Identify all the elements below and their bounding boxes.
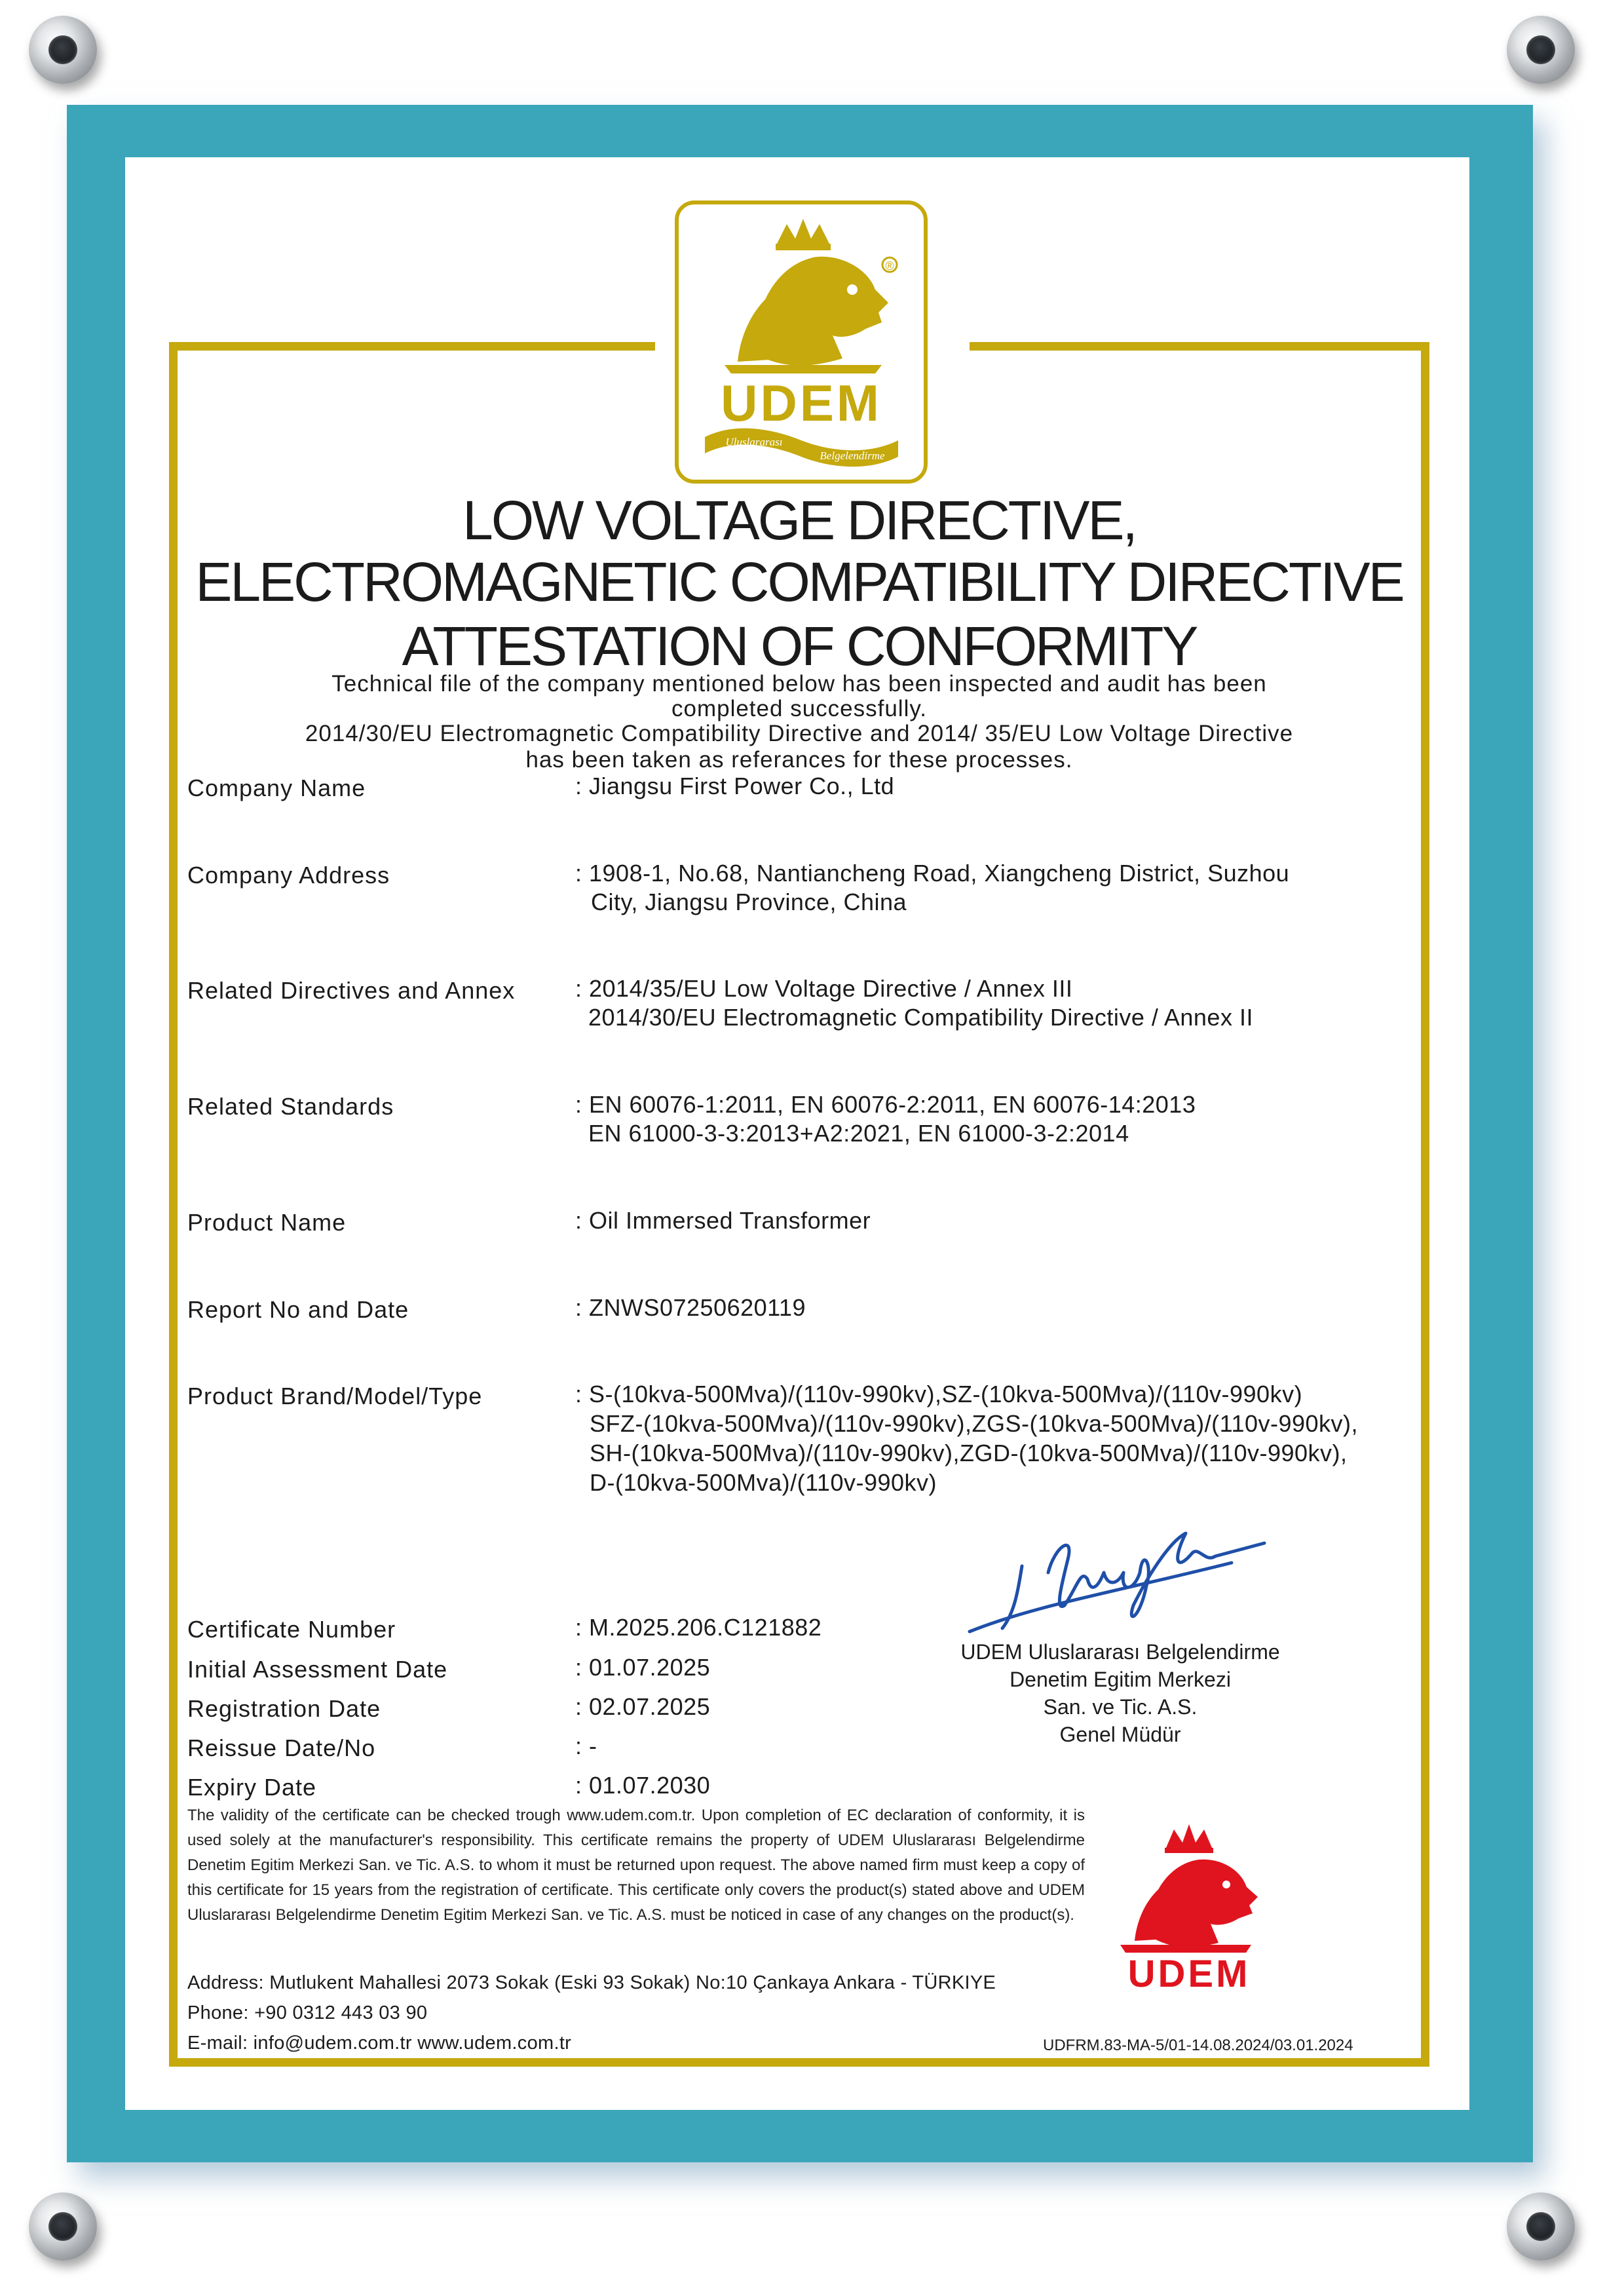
brand-model-line-4: D-(10kva-500Mva)/(110v-990kv) [590, 1469, 937, 1496]
brand-model-line-3: SH-(10kva-500Mva)/(110v-990kv),ZGD-(10kva-500Mva)/(110v-990kv), [590, 1440, 1348, 1466]
initial-date-value: : 01.07.2025 [575, 1654, 711, 1681]
udem-logo-red [1087, 1815, 1291, 1992]
product-name-label: Product Name [187, 1209, 347, 1236]
contact-phone: Phone: +90 0312 443 03 90 [187, 2002, 428, 2023]
title-line-2: ELECTROMAGNETIC COMPATIBILITY DIRECTIVE [195, 551, 1403, 613]
issuer-line-3: San. ve Tic. A.S. [1043, 1695, 1198, 1719]
expiry-value: : 01.07.2030 [575, 1772, 711, 1799]
screw-bottom-right [1507, 2192, 1575, 2261]
issuer-line-2: Denetim Egitim Merkezi [1010, 1668, 1231, 1691]
intro-line-1: Technical file of the company mentioned below has been inspected and audit has been [331, 671, 1267, 697]
standards-label: Related Standards [187, 1093, 394, 1120]
company-address-line-1: : 1908-1, No.68, Nantiancheng Road, Xiangcheng District, Suzhou [575, 860, 1290, 887]
report-value: : ZNWS07250620119 [575, 1294, 806, 1321]
contact-email: E-mail: info@udem.com.tr www.udem.com.tr [187, 2033, 572, 2054]
red-logo-udem-text: UDEM [1127, 1953, 1251, 1992]
company-name-value: : Jiangsu First Power Co., Ltd [575, 773, 895, 799]
directives-label: Related Directives and Annex [187, 977, 516, 1004]
expiry-label: Expiry Date [187, 1774, 317, 1801]
intro-line-3: 2014/30/EU Electromagnetic Compatibility Directive and 2014/ 35/EU Low Voltage Directive [305, 721, 1294, 746]
contact-address: Address: Mutlukent Mahallesi 2073 Sokak (Eski 93 Sokak) No:10 Çankaya Ankara - TÜRKIYE [187, 1972, 996, 1993]
registration-date-label: Registration Date [187, 1695, 381, 1722]
report-label: Report No and Date [187, 1296, 409, 1323]
product-name-value: : Oil Immersed Transformer [575, 1207, 871, 1234]
brand-model-label: Product Brand/Model/Type [187, 1383, 483, 1409]
standards-line-2: EN 61000-3-3:2013+A2:2021, EN 61000-3-2:2014 [588, 1120, 1129, 1147]
validity-text: The validity of the certificate can be checked trough www.udem.com.tr. Upon completion of EC declaration of conformity, it is used solely at the manufacturer's responsibility. This certificate remains the property of UDEM Uluslararası Belgelendirme Denetim Egitim Merkezi San. ve Tic. A.S. to whom it must be returned upon request. The above named firm must keep a copy of this certificate for 15 years from the registration of certificate. This certificate only covers the product(s) stated above and UDEM Uluslararası Belgelendirme Denetim Egitim Merkezi San. ve Tic. A.S. must be noticed in case of any changes on the product(s). [187, 1807, 1085, 1924]
ribbon-left-text: Uluslararası [725, 436, 783, 448]
logo-udem-text: UDEM [721, 374, 882, 432]
issuer-line-4: Genel Müdür [1059, 1723, 1181, 1746]
title-line-3: ATTESTATION OF CONFORMITY [402, 615, 1197, 677]
brand-model-line-1: : S-(10kva-500Mva)/(110v-990kv),SZ-(10kva-500Mva)/(110v-990kv) [575, 1381, 1303, 1407]
cert-number-value: : M.2025.206.C121882 [575, 1614, 822, 1641]
red-lion-crown-icon [1120, 1824, 1258, 1953]
cert-number-label: Certificate Number [187, 1616, 396, 1643]
reissue-label: Reissue Date/No [187, 1734, 376, 1761]
signature [956, 1507, 1310, 1645]
form-code: UDFRM.83-MA-5/01-14.08.2024/03.01.2024 [1043, 2037, 1353, 2054]
reissue-value: : - [575, 1732, 597, 1759]
company-name-label: Company Name [187, 775, 366, 801]
initial-date-label: Initial Assessment Date [187, 1656, 448, 1683]
directives-line-1: : 2014/35/EU Low Voltage Directive / Annex III [575, 975, 1073, 1002]
directives-line-2: 2014/30/EU Electromagnetic Compatibility Directive / Annex II [588, 1004, 1253, 1031]
intro-line-2: completed successfully. [671, 696, 927, 721]
intro-line-4: has been taken as referances for these processes. [525, 747, 1073, 773]
lion-crown-icon [679, 204, 924, 480]
ribbon-right-text: Belgelendirme [820, 450, 885, 462]
issuer-line-1: UDEM Uluslararası Belgelendirme [960, 1640, 1280, 1664]
screw-top-left [29, 16, 97, 84]
screw-bottom-left [29, 2192, 97, 2261]
brand-model-line-2: SFZ-(10kva-500Mva)/(110v-990kv),ZGS-(10kva-500Mva)/(110v-990kv), [590, 1410, 1359, 1437]
udem-logo-gold [675, 201, 928, 484]
screw-top-right [1507, 16, 1575, 84]
registration-date-value: : 02.07.2025 [575, 1693, 711, 1720]
company-address-line-2: City, Jiangsu Province, China [591, 889, 907, 915]
title-line-1: LOW VOLTAGE DIRECTIVE, [463, 489, 1136, 551]
company-address-label: Company Address [187, 862, 390, 889]
standards-line-1: : EN 60076-1:2011, EN 60076-2:2011, EN 60076-14:2013 [575, 1091, 1196, 1118]
registered-mark: ® [885, 259, 894, 273]
